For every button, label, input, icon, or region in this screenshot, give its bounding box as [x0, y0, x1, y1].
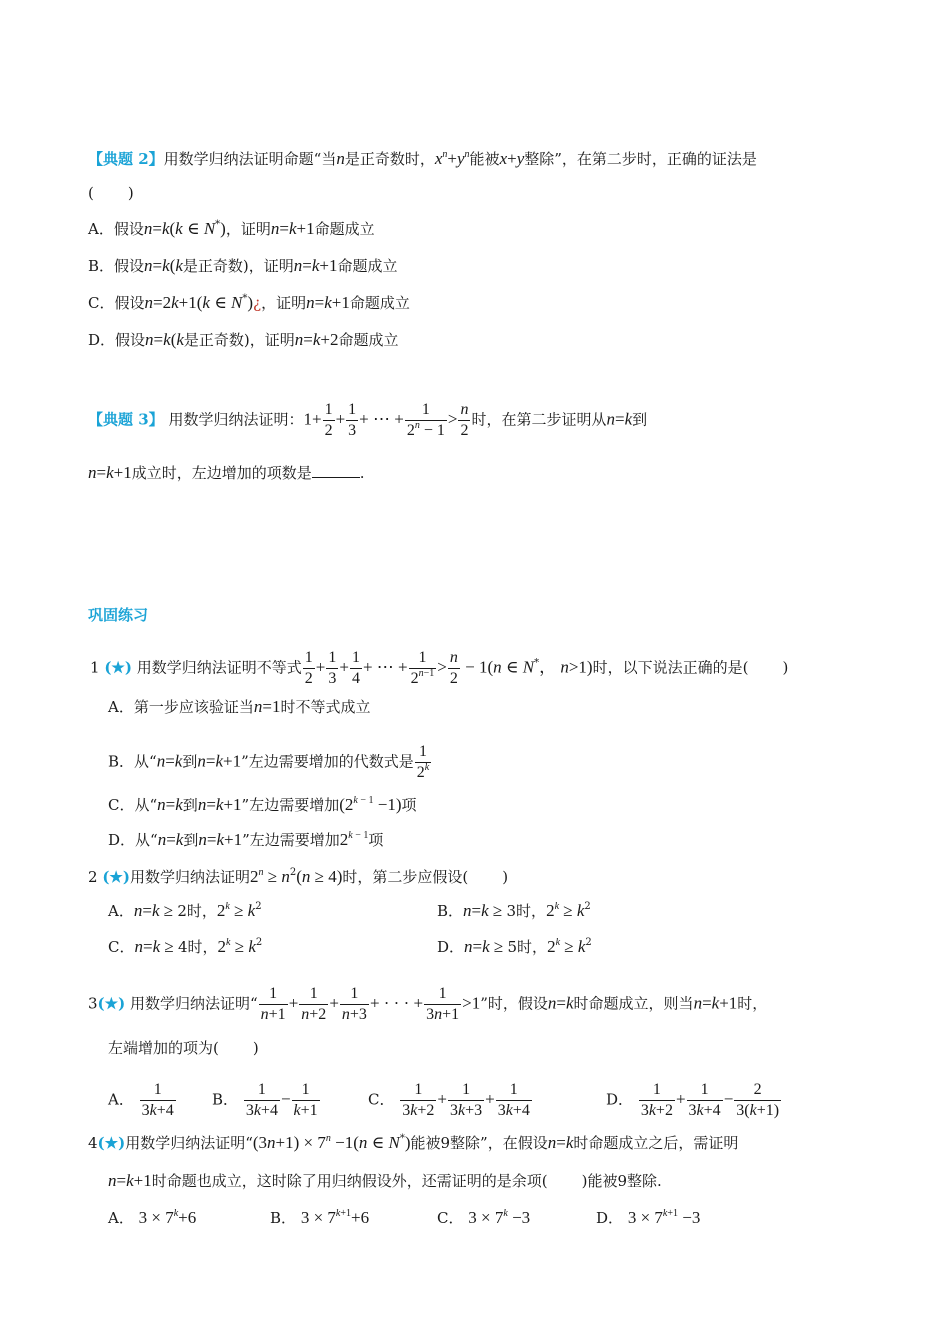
star-difficulty-icon: (★)	[97, 1134, 126, 1152]
example2-option-a: A．假设n=k(k ∈ N*)，证明n=k+1命题成立	[88, 219, 375, 238]
example2-option-b: B．假设n=k(k是正奇数)，证明n=k+1命题成立	[88, 256, 398, 275]
q3-stem-line2: 左端增加的项为( )	[108, 1039, 259, 1057]
q2-option-c: C．n=k ≥ 4时，$2^k \ge k^2$	[108, 937, 263, 956]
q3-option-b: B． $\frac{1}{3k+4}$ − $\frac{1}{k+1}$	[212, 1081, 318, 1119]
example2-answer-blank: ( )	[88, 184, 134, 202]
answer-blank	[312, 463, 360, 478]
example3-tag: 【典题 3】	[88, 410, 164, 429]
q2-option-d: D．n=k ≥ 5时，$2^k \ge k^2$	[437, 937, 592, 956]
example2-option-c: C．假设n=2k+1(k ∈ N*)¿，证明n=k+1命题成立	[88, 293, 410, 312]
star-difficulty-icon: (★)	[97, 994, 126, 1013]
example2-tag: 【典题 2】	[88, 150, 164, 168]
q2-stem: 2 (★)用数学归纳法证明$2^n \ge n^2(n \ge 4)$时，第二步应假设( )	[88, 867, 509, 886]
q2-option-a: A．n=k ≥ 2时，$2^k \ge k^2$	[108, 901, 262, 920]
q2-option-b: B．n=k ≥ 3时，$2^k \ge k^2$	[437, 901, 591, 920]
example2-option-d: D．假设n=k(k是正奇数)，证明n=k+2命题成立	[88, 330, 399, 349]
q4-stem: 4(★)用数学归纳法证明“$(3n+1) \times 7^n -1(n$ ∈ N*)能被9整除”，在假设n=k时命题成立之后，需证明	[88, 1133, 739, 1152]
star-difficulty-icon: (★)	[104, 658, 132, 677]
example3-stem-line2: n=k+1成立时，左边增加的项数是 .	[88, 463, 365, 482]
q4-option-b: B． $3 \times 7^{k+1}+6$	[270, 1208, 370, 1227]
q4-option-d: D． $3 \times 7^{k+1} -3$	[596, 1208, 701, 1227]
q3-stem: 3(★) 用数学归纳法证明“ $\frac{1}{n+1}$ + $\frac{1}{n+2}$ + $\frac{1}{n+3}$ + · · · + $\frac{1}{3n+1}$ >1”时，假设n=k时命题成立，则当n=k+1时，	[88, 985, 768, 1023]
example2-stem: 【典题 2】用数学归纳法证明命题“当n是正奇数时，$x^n+y^n$能被x+y整除”，在第二步时，正确的证法是	[88, 149, 757, 168]
q4-option-c: C． $3 \times 7^k -3$	[437, 1208, 531, 1227]
q3-option-d: D． $\frac{1}{3k+2}$ + $\frac{1}{3k+4}$ − $\frac{2}{3(k+1)}$	[606, 1081, 780, 1119]
q1-stem: 1 (★) 用数学归纳法证明不等式 $\frac{1}{2}$ + $\frac{1}{3}$ + $\frac{1}{4}$ + ⋯ + $\frac{1}{2^{n-1}}$ > $\frac{n}{2}$ − 1(n ∈ N*， n>1)时，以下说法正确的是( )	[90, 649, 789, 687]
stray-glyph-icon: ¿	[253, 294, 262, 312]
q3-option-c: C． $\frac{1}{3k+2}$ + $\frac{1}{3k+3}$ + $\frac{1}{3k+4}$	[368, 1081, 530, 1119]
q4-stem-line2: n=k+1时命题也成立，这时除了用归纳假设外，还需证明的是余项( )能被9整除.	[108, 1171, 662, 1190]
q4-option-a: A． $3 \times 7^k+6$	[108, 1208, 197, 1227]
example3-stem: 【典题 3】 用数学归纳法证明：1+ $\frac{1}{2}$ + $\frac{1}{3}$ + ⋯ + $\frac{1}{2^n - 1}$ > $\frac{n}{2}$ 时，在第二步证明从n=k到	[88, 401, 648, 439]
q3-option-a: A． $\frac{1}{3k+4}$	[108, 1081, 174, 1119]
q1-option-c: C．从“n=k到n=k+1”左边需要增加$(2^{k - 1} -1)$项	[108, 795, 417, 814]
q1-option-b: B．从“n=k到n=k+1”左边需要增加的代数式是 $\frac{1}{2^k}$	[108, 743, 430, 781]
star-difficulty-icon: (★)	[102, 868, 130, 886]
q1-option-d: D．从“n=k到n=k+1”左边需要增加$2^{k - 1}$项	[108, 830, 384, 849]
practice-heading: 巩固练习	[88, 606, 149, 624]
q1-option-a: A．第一步应该验证当n=1时不等式成立	[108, 697, 371, 716]
